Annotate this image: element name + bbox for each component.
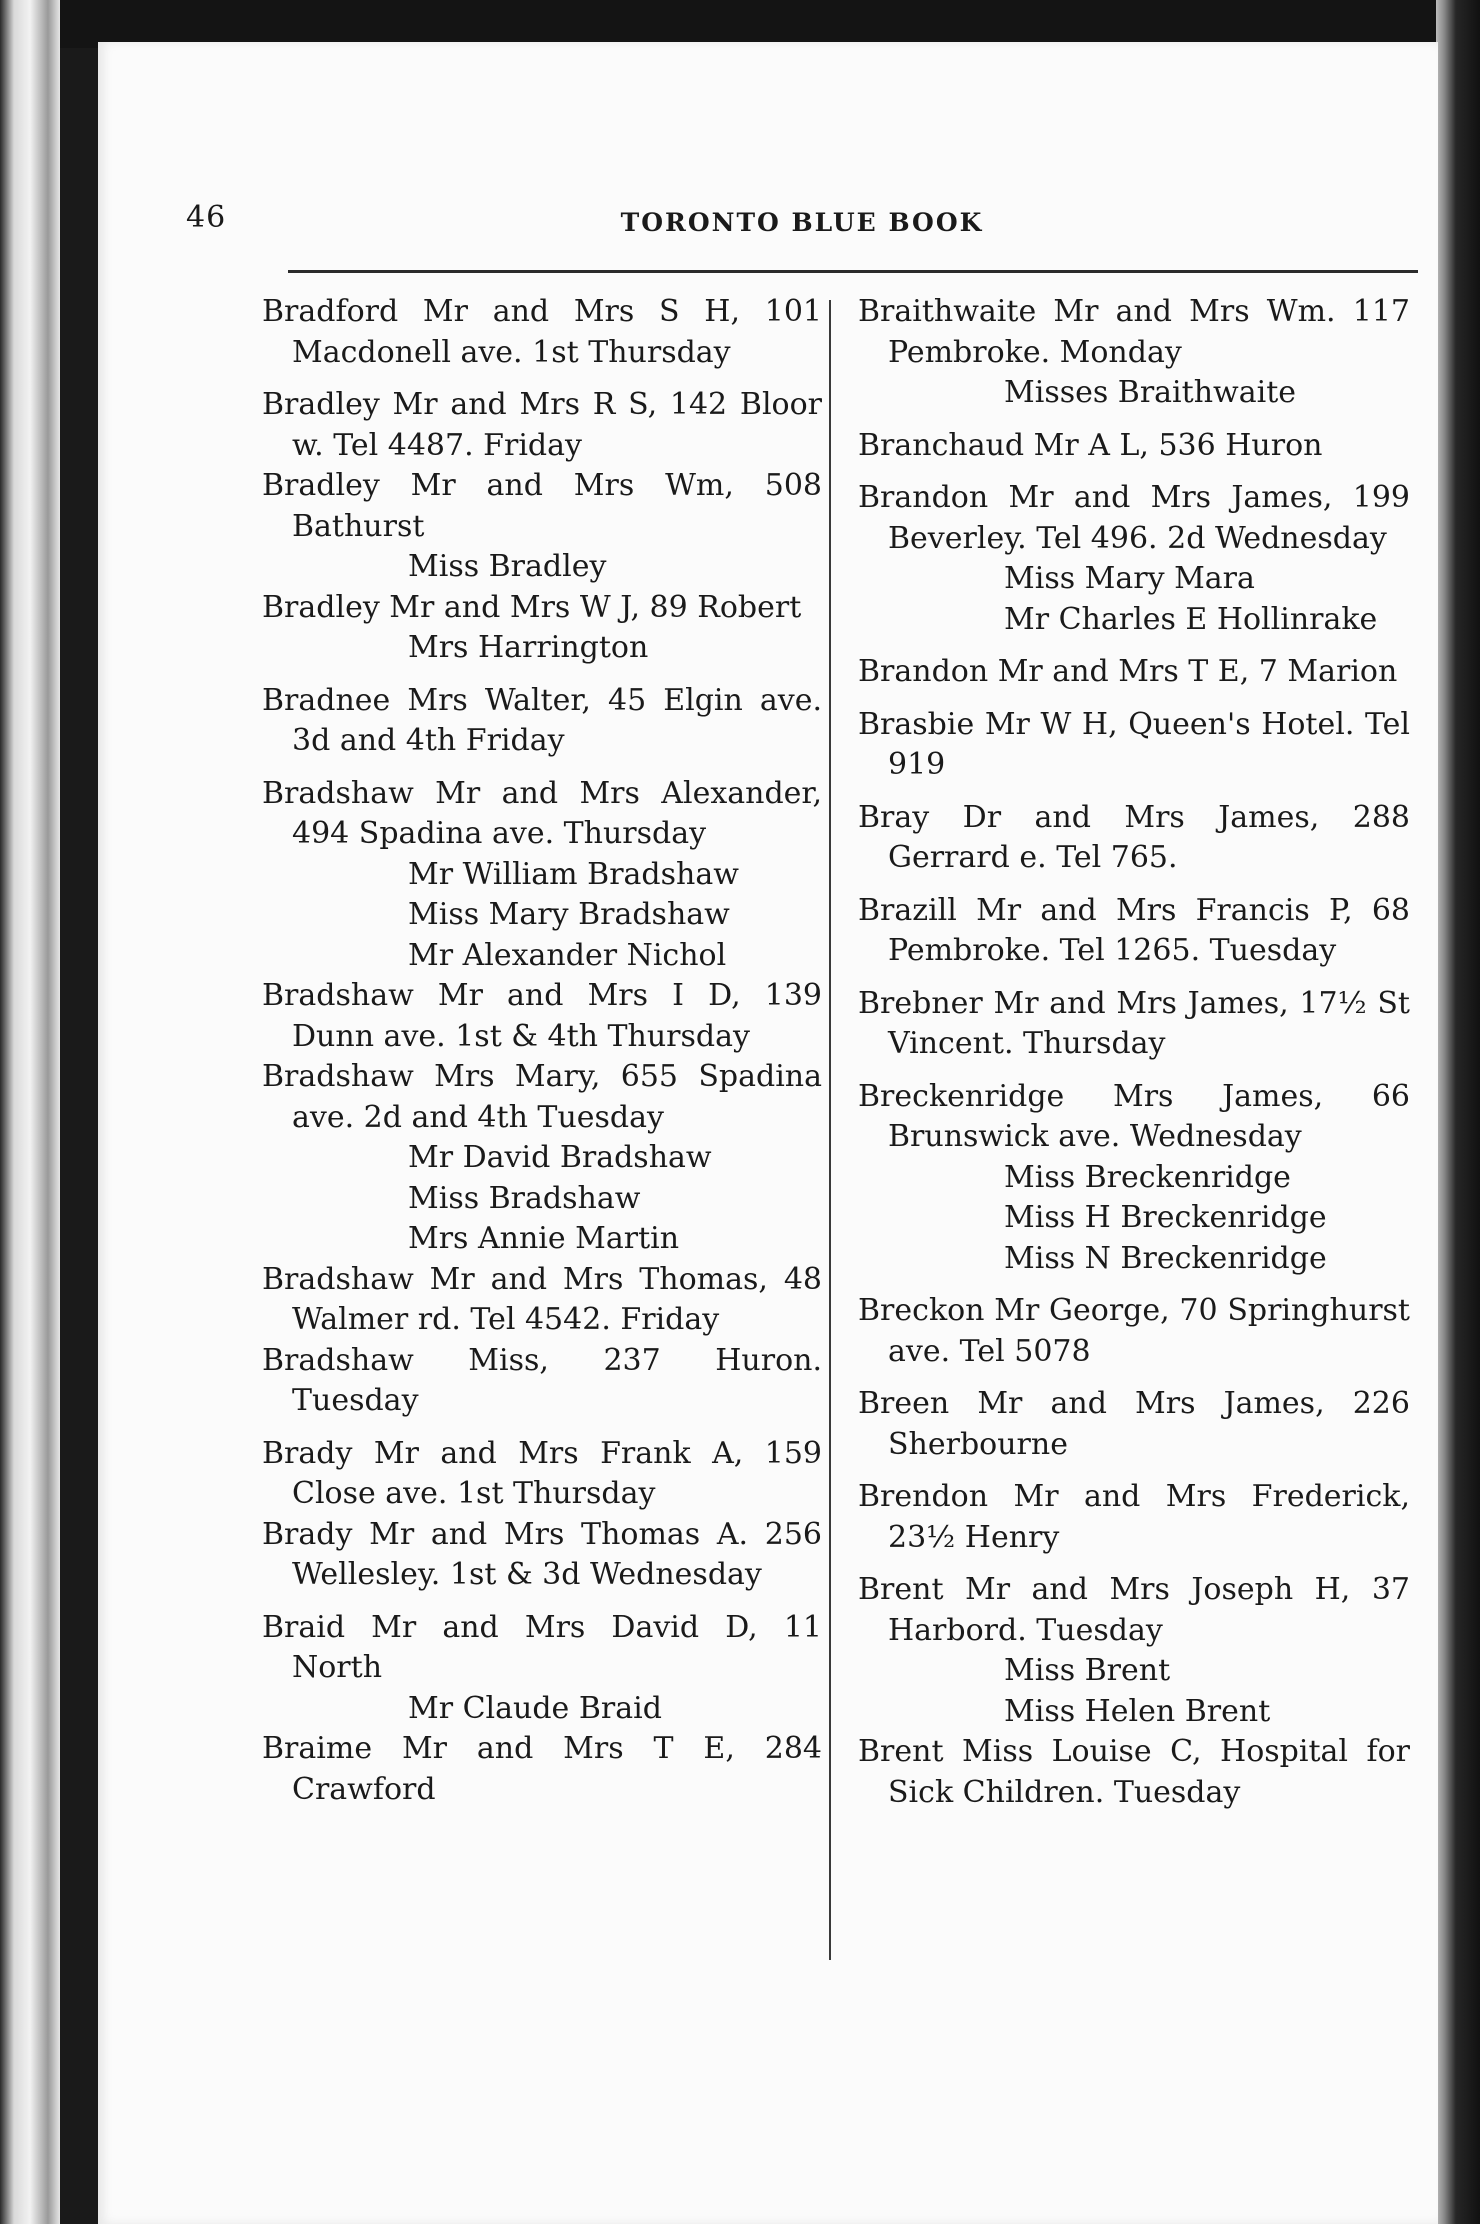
directory-entry	[858, 891, 1410, 972]
directory-entry	[262, 1729, 822, 1810]
household-member: Mr Claude Braid	[408, 1690, 662, 1726]
directory-entry	[858, 1291, 1410, 1372]
scan-right-edge	[1436, 0, 1480, 2224]
directory-entry	[262, 976, 822, 1057]
directory-entry	[858, 478, 1410, 640]
directory-entry	[262, 385, 822, 466]
directory-entry	[858, 1732, 1410, 1813]
book-spine-edge	[0, 0, 60, 2224]
directory-entry	[858, 1077, 1410, 1280]
directory-entry	[858, 652, 1410, 693]
entry-text: Bradley Mr and Mrs W J, 89 Robert	[262, 589, 802, 625]
entry-text: Bray Dr and Mrs James, 288 Gerrard e. Tel 765.	[858, 799, 1410, 875]
entry-text: Brent Miss Louise C, Hospital for Sick Children. Tuesday	[858, 1734, 1410, 1810]
household-member: Miss Helen Brent	[1004, 1693, 1271, 1729]
household-member: Miss N Breckenridge	[1004, 1240, 1327, 1276]
scan-top-edge	[0, 0, 1480, 48]
household-member: Misses Braithwaite	[1004, 375, 1297, 410]
household-member: Mrs Annie Martin	[408, 1221, 680, 1256]
household-member: Mrs Harrington	[408, 630, 649, 665]
directory-entry	[858, 292, 1410, 414]
entry-text: Braid Mr and Mrs David D, 11 North	[262, 1609, 822, 1685]
directory-entry	[858, 798, 1410, 879]
directory-entry	[262, 1260, 822, 1341]
directory-entry	[858, 984, 1410, 1065]
running-head	[186, 162, 1418, 237]
entry-text: Brady Mr and Mrs Thomas A. 256 Wellesley. 1st & 3d Wednesday	[262, 1516, 822, 1592]
household-member: Miss Bradshaw	[408, 1180, 641, 1216]
directory-entry	[858, 426, 1410, 467]
column-divider	[829, 300, 831, 1960]
entry-text: Brent Mr and Mrs Joseph H, 37 Harbord. Tuesday	[858, 1572, 1410, 1648]
entry-text: Bradley Mr and Mrs Wm, 508 Bathurst	[262, 468, 822, 544]
directory-entry	[262, 292, 822, 373]
entry-text: Bradshaw Mrs Mary, 655 Spadina ave. 2d and 4th Tuesday	[262, 1059, 822, 1135]
left-column	[262, 292, 822, 1810]
directory-entry	[262, 588, 822, 669]
header-rule	[288, 270, 1418, 273]
household-member: Miss Brent	[1004, 1653, 1171, 1688]
directory-entry	[858, 705, 1410, 786]
household-member: Miss H Breckenridge	[1004, 1200, 1327, 1235]
household-member: Mr David Bradshaw	[408, 1140, 712, 1175]
entry-text: Branchaud Mr A L, 536 Huron	[858, 427, 1323, 463]
entry-text: Braime Mr and Mrs T E, 284 Crawford	[262, 1731, 822, 1807]
household-member: Mr William Bradshaw	[408, 856, 739, 892]
entry-text: Bradford Mr and Mrs S H, 101 Macdonell ave. 1st Thursday	[262, 294, 822, 370]
entry-text: Braithwaite Mr and Mrs Wm. 117 Pembroke. Monday	[858, 294, 1410, 370]
entry-text: Brebner Mr and Mrs James, 17½ St Vincent. Thursday	[858, 985, 1410, 1061]
entry-text: Breen Mr and Mrs James, 226 Sherbourne	[858, 1386, 1410, 1462]
household-member: Miss Breckenridge	[1004, 1159, 1291, 1195]
entry-text: Brasbie Mr W H, Queen's Hotel. Tel 919	[858, 706, 1410, 782]
page-number: 46	[186, 200, 227, 235]
directory-entry	[262, 1341, 822, 1422]
directory-entry	[262, 1515, 822, 1596]
directory-entry	[262, 466, 822, 588]
entry-text: Bradshaw Mr and Mrs Alexander, 494 Spadina ave. Thursday	[262, 775, 822, 851]
entry-text: Brazill Mr and Mrs Francis P, 68 Pembroke. Tel 1265. Tuesday	[858, 892, 1410, 968]
directory-entry	[262, 681, 822, 762]
directory-entry	[262, 1057, 822, 1260]
right-column	[858, 292, 1410, 1813]
entry-text: Bradshaw Miss, 237 Huron. Tuesday	[262, 1342, 822, 1418]
directory-entry	[262, 1434, 822, 1515]
page-header-title: TORONTO BLUE BOOK	[620, 208, 984, 237]
directory-entry	[262, 774, 822, 977]
directory-entry	[262, 1608, 822, 1730]
directory-entry	[858, 1570, 1410, 1732]
entry-text: Brady Mr and Mrs Frank A, 159 Close ave. 1st Thursday	[262, 1435, 822, 1511]
entry-text: Bradnee Mrs Walter, 45 Elgin ave. 3d and 4th Friday	[262, 682, 822, 758]
household-member: Miss Mary Mara	[1004, 561, 1255, 596]
household-member: Miss Mary Bradshaw	[408, 897, 730, 932]
entry-text: Bradley Mr and Mrs R S, 142 Bloor w. Tel 4487. Friday	[262, 387, 822, 463]
entry-text: Bradshaw Mr and Mrs I D, 139 Dunn ave. 1st & 4th Thursday	[262, 978, 822, 1054]
entry-text: Breckenridge Mrs James, 66 Brunswick ave. Wednesday	[858, 1078, 1410, 1154]
entry-text: Brandon Mr and Mrs James, 199 Beverley. Tel 496. 2d Wednesday	[858, 480, 1410, 556]
directory-entry	[858, 1477, 1410, 1558]
household-member: Miss Bradley	[408, 549, 607, 584]
entry-text: Brendon Mr and Mrs Frederick, 23½ Henry	[858, 1479, 1410, 1555]
household-member: Mr Alexander Nichol	[408, 937, 727, 973]
entry-text: Bradshaw Mr and Mrs Thomas, 48 Walmer rd. Tel 4542. Friday	[262, 1261, 822, 1337]
entry-text: Breckon Mr George, 70 Springhurst ave. Tel 5078	[858, 1293, 1410, 1369]
directory-entry	[858, 1384, 1410, 1465]
household-member: Mr Charles E Hollinrake	[1004, 601, 1378, 637]
entry-text: Brandon Mr and Mrs T E, 7 Marion	[858, 654, 1398, 689]
